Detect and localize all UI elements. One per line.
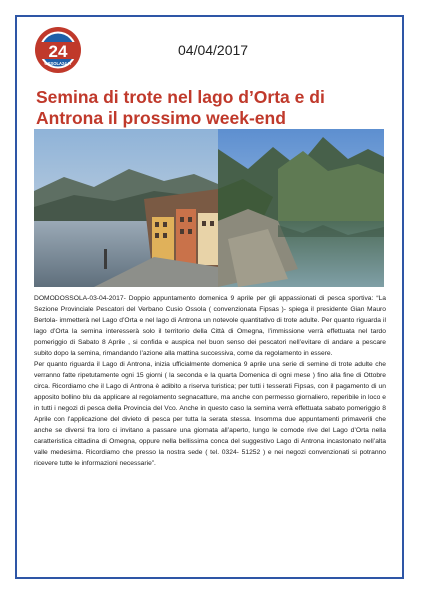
- article-paragraph: Per quanto riguarda il Lago di Antrona, inizia ufficialmente domenica 9 aprile una serie di semine di trote adulte che verranno fatte ripetutamente ogni 15 giorni ( la seconda e la quarta Domenica di ogni mese ) fino alla fine di Ottobre circa. Ricordiamo che il Lago di Antrona è adibito a riserva turistica; per tutti i tesserati Fipsas, con il pagamento di un apposito bollino blu da applicare al regolamento segnacatture, ma anche con permesso giornaliero, reperibile in loco e in tutti i negozi di pesca della Provincia del Vco. Anche in questo caso la semina verrà effettuata sabato pomeriggio 8 Aprile con l’applicazione del divieto di pesca per tutta la serata stessa. Insomma due appuntamenti primaverili che anche se diversi fra loro ci invitano a passare una giornata all’aperto, lungo le comode rive del Lago d’Orta nella caratteristica cittadina di Omegna, oppure nella bellissima conca del suggestivo Lago di Antrona incastonato nell’alta valle medesima. Ricordiamo che presso la nostra sede ( tel. 0324- 51252 ) e nei negozi convenzionati si potranno ricevere tutte le informazioni necessarie”.: [34, 361, 386, 467]
- article-title: Semina di trote nel lago d’Orta e di Antrona il prossimo week-end: [36, 87, 325, 128]
- site-logo[interactable]: [34, 26, 82, 74]
- article-paragraph: DOMODOSSOLA-03-04-2017- Doppio appuntamento domenica 9 aprile per gli appassionati di pesca sportiva: “La Sezione Provinciale Pescatori del Verbano Cusio Ossola ( convenzionata Fipsas )- spiega il presidente Gian Mauro Bertola- immetterà nel Lago d’Orta e nel lago di Antrona un notevole quantitativo di trote adulte. Per quanto riguarda il lago d’Orta la semina interesserà solo il territorio della Città di Omegna, l’immissione verrà effettuata nel tardo pomeriggio di Sabato 8 Aprile , si confida e auspica nel buon senso dei pescatori nell’evitare di andare a pescare subito dopo la semina, rimandando l’azione alla mattina successiva, come da regolamento in essere.: [34, 295, 386, 357]
- logo-icon: [34, 26, 82, 74]
- logo-number: 24: [48, 42, 68, 61]
- article-body: [34, 294, 386, 471]
- logo-caption: OSSOLA24.IT: [44, 61, 72, 66]
- photo-lake-orta: [34, 129, 218, 287]
- photo-lake-antrona: [218, 129, 384, 287]
- article-date: 04/04/2017: [178, 42, 249, 58]
